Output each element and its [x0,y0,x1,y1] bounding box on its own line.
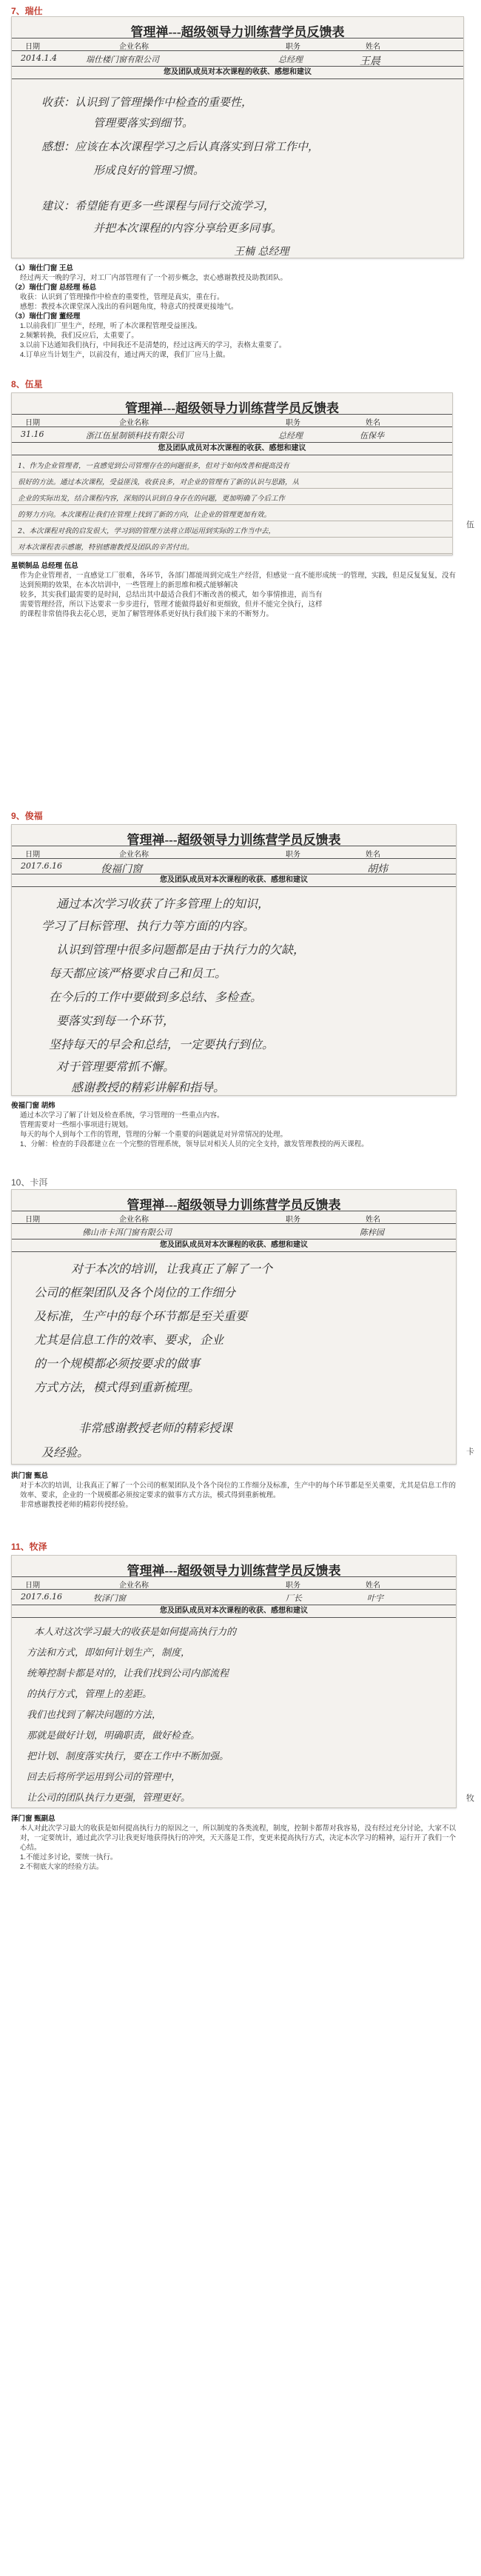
form-values-row [12,427,452,443]
handwritten-area [12,1252,456,1471]
hw-line: 学习了目标管理、执行力等方面的内容。 [41,919,255,933]
handwritten-area [12,887,456,1102]
hw-line: 方式方法，模式得到重新梳理。 [34,1380,201,1394]
header-position: 职务 [286,419,300,427]
hw-line: 感谢教授的精彩讲解和指导。 [71,1080,226,1094]
feedback-form-image [11,1555,457,1808]
hw-line: 坚持每天的早会和总结，一定要执行到位。 [49,1037,275,1051]
value-company: 瑞仕楼门窗有限公司 [86,55,159,64]
header-date: 日期 [25,43,40,51]
review-block [11,561,462,619]
value-date: 2017.6.16 [21,861,62,871]
value-position: 总经理 [278,55,303,64]
header-company: 企业名称 [119,1216,149,1224]
form-banner: 您及团队成员对本次课程的收获、感想和建议 [12,874,456,887]
value-date: 31.16 [21,429,44,439]
value-position: 总经理 [278,431,303,441]
review-line: 需要管理经营，所以下达要求一步步进行，管理才能做得最好和更细致，但并不能完全执行，这样 [20,600,323,609]
review-line: 管理需要对一些细小事项进行规划。 [20,1121,133,1129]
header-date: 日期 [25,419,40,427]
header-company: 企业名称 [119,419,149,427]
hw-line: 每天都应该严格要求自己和员工。 [49,966,227,980]
review-line: 1、分解：检查的手段都建立在一个完整的管理系统，领导层对相关人员的完全支持，激发管理教授的两天课程。 [20,1140,369,1148]
value-name: 叶宇 [367,1593,383,1603]
header-company: 企业名称 [119,1582,149,1590]
hw-line: 非常感谢教授老师的精彩授课 [78,1421,233,1435]
header-name: 姓名 [366,1216,380,1224]
review-line: 非常感谢教授老师的精彩传授经验。 [20,1501,133,1509]
reviewer-label: 泽门窗 甄副总 [11,1815,56,1823]
hw-line: 对于管理要常抓不懈。 [56,1060,175,1074]
header-position: 职务 [286,1216,300,1224]
hw-line: 通过本次学习收获了许多管理上的知识， [56,897,270,911]
review-line: 作为企业管理者，一直感觉工厂很难，各环节，各部门都能周到完成生产经营，但感觉一直不能形成统一的管理，实践，但是反复复复，没有达到预期的效果，在本次培训中，一些管理上的新思维和模式能够解决 [20,572,457,589]
header-date: 日期 [25,1582,40,1590]
hw-line: 把计划、制度落实执行，要在工作中不断加强。 [27,1751,229,1762]
header-date: 日期 [25,851,40,859]
hw-line: 对于本次的培训，让我真正了解了一个 [71,1262,273,1276]
header-name: 姓名 [366,1582,380,1590]
hw-line: 的执行方式，管理上的差距。 [27,1689,152,1700]
value-name: 胡炜 [367,863,388,875]
value-company: 俊福门窗 [101,863,142,875]
section-title: 11、牧泽 [11,1542,47,1552]
hw-line: 在今后的工作中要做到多总结、多检查。 [49,990,263,1004]
header-position: 职务 [286,43,300,51]
review-block [11,1101,462,1149]
review-line: 本人对此次学习最大的收获是如何提高执行力的原因之一，所以制度的各类流程，制度，控制卡都帮对我容易，没有经过充分讨论，大家不以对，一定要统计，通过此次学习让我更好地获得执行的冲突，天天落是工作，变更来提高执行方式，决定本次学习的精神，运行开了我们一个心结。 [20,1824,457,1852]
feedback-form-image [11,824,457,1096]
review-block [11,1471,462,1510]
review-line: 3.以前下达通知我们执行，中间我还不是清楚的，经过这两天的学习，表格太重要了。 [20,341,286,349]
hw-line: 建议：希望能有更多一些课程与同行交流学习， [41,199,275,213]
form-values-row [12,51,463,67]
form-title: 管理禅---超级领导力训练营学员反馈表 [130,25,345,39]
handwritten-area [12,79,463,264]
form-banner: 您及团队成员对本次课程的收获、感想和建议 [12,1605,456,1618]
form-values-row [12,1590,456,1605]
review-line: 1.不能过多讨论，要统一执行。 [20,1853,118,1861]
value-name: 王晨 [360,56,380,67]
hw-line: 让公司的团队执行力更强，管理更好。 [27,1793,191,1804]
hw-line: 回去后将所学运用到公司的管理中， [27,1772,181,1783]
value-date: 2017.6.16 [21,1592,62,1602]
feedback-form-image [11,1189,457,1465]
hw-line: 形成良好的管理习惯。 [93,164,205,177]
header-name: 姓名 [366,43,380,51]
value-date: 2014.1.4 [21,53,57,63]
form-banner: 您及团队成员对本次课程的收获、感想和建议 [12,443,452,455]
hw-line: 认识到管理中很多问题都是由于执行力的欠缺， [56,943,306,957]
hw-line: 企业的实际出发，结合课程内容，深刻的认识到自身存在的问题，更加明确了今后工作 [18,495,286,503]
section-title: 8、伍星 [11,379,43,389]
hw-line: 感想：应该在本次课程学习之后认真落实到日常工作中， [41,140,320,153]
hw-line: 1、作为企业管理者，一直感觉到公司管理存在的问题很多，但对于如何改善和提高没有 [18,462,290,470]
section-title: 10、卡洱 [11,1177,48,1188]
handwritten-area [12,1618,456,1814]
feedback-form-image [11,392,453,555]
reviewer-label: 星锁制品 总经理 伍总 [11,562,78,570]
feedback-form-image [11,16,464,258]
hw-line: 我们也找到了解决问题的方法， [27,1710,162,1721]
hw-line: 并把本次课程的内容分享给更多同事。 [93,221,283,235]
review-line: 4.订单应当计划生产，以前没有，通过两天的课，我们厂应马上做。 [20,351,230,359]
header-name: 姓名 [366,419,380,427]
review-line: 经过两天一晚的学习，对工厂内部管理有了一个初步概念，衷心感谢教授及助教团队。 [20,274,288,282]
header-position: 职务 [286,851,300,859]
hw-line: 的努力方向。本次课程让我们在管理上找到了新的方向，让企业的管理更加有效。 [18,511,272,519]
value-company: 佛山市卡洱门窗有限公司 [82,1228,172,1237]
hw-line: 及经验。 [41,1445,90,1459]
review-block [11,1814,462,1872]
hw-line: 统筹控制卡都是对的，让我们找到公司内部流程 [27,1668,229,1679]
form-title: 管理禅---超级领导力训练营学员反馈表 [125,401,339,415]
value-company: 牧泽门窗 [93,1593,126,1603]
review-line: 每天的每个人到每个工作的管理，管理的分解一个重要的问题就是对异常情况的处理。 [20,1131,288,1139]
value-company: 浙江伍星制锁科技有限公司 [86,431,184,441]
edge-char: 牧 [466,1794,474,1803]
hw-line: 方法和方式，即如何计划生产，制度， [27,1647,191,1659]
hw-line: 王楠 总经理 [234,246,289,258]
hw-line: 那就是做好计划，明确职责，做好检查。 [27,1730,201,1742]
form-header-row [12,1211,456,1224]
reviewer-label: （1）瑞仕门窗 王总 [11,264,73,272]
header-company: 企业名称 [119,851,149,859]
hw-line: 收获：认识到了管理操作中检查的重要性， [41,96,253,109]
review-line: 2.不彻底大家的经验方法。 [20,1863,104,1871]
review-line: 感想：教授本次课堂深入浅出的看问题角度，特意式的授课更接地气。 [20,303,238,311]
form-header-row [12,846,456,859]
reviewer-label: 俊福门窗 胡炜 [11,1102,56,1110]
review-block [11,264,462,360]
review-line: 对于本次的培训，让我真正了解了一个公司的框架团队及个各个岗位的工作细分及标准，生产中的每个环节都是至关重要，尤其是信息工作的效率、要求，企业的一个规模都必须按定要求的做事方式方法，模式得到重新梳理。 [20,1482,457,1499]
form-header-row [12,414,452,427]
header-date: 日期 [25,1216,40,1224]
hw-line: 很好的方法。通过本次课程，受益匪浅，收获良多，对企业的管理有了新的认识与思路，从 [18,478,300,486]
form-title: 管理禅---超级领导力训练营学员反馈表 [127,1198,341,1212]
handwritten-area [12,455,452,563]
hw-line: 尤其是信息工作的效率、要求，企业 [34,1333,224,1347]
hw-line: 要落实到每一个环节， [56,1014,175,1028]
section-title: 7、瑞仕 [11,6,43,16]
value-name: 陈梓园 [360,1228,384,1237]
hw-line: 及标准，生产中的每个环节都是至关重要 [34,1309,248,1323]
review-line: 收获：认识到了管理操作中检查的重要性，管理是真实，重在行。 [20,293,224,301]
reviewer-label: （3）瑞仕门窗 董经理 [11,312,81,321]
hw-line: 的一个规模都必须按要求的做事 [34,1356,201,1371]
header-name: 姓名 [366,851,380,859]
form-values-row [12,859,456,874]
hw-line: 公司的框架团队及各个岗位的工作细分 [34,1285,236,1299]
edge-char: 卡 [466,1448,474,1456]
hw-line: 管理要落实到细节。 [93,116,194,130]
hw-line: 本人对这次学习最大的收获是如何提高执行力的 [34,1627,237,1638]
form-banner: 您及团队成员对本次课程的收获、感想和建议 [12,1240,456,1252]
review-line: 1.以前我们厂里生产，经理，听了本次课程管理受益匪浅。 [20,322,202,330]
value-name: 伍保华 [360,431,384,441]
form-title: 管理禅---超级领导力训练营学员反馈表 [127,833,341,847]
form-header-row [12,1576,456,1590]
value-position: 厂长 [286,1593,302,1603]
review-line: 的课程非常值得我去花心思，更加了解管理体系更好执行我们接下来的不断努力。 [20,610,274,618]
form-header-row [12,38,463,51]
hw-line: 对本次课程表示感谢，特别感谢教授及团队的辛苦付出。 [18,543,194,552]
header-position: 职务 [286,1582,300,1590]
hw-line: 2、本次课程对我的启发很大，学习到的管理方法将立即运用到实际的工作当中去， [18,527,276,535]
review-line: 通过本次学习了解了计划及检查系统，学习管理的一些重点内容。 [20,1111,224,1120]
review-line: 2.频繁转换，我们反应后，太重要了。 [20,332,138,340]
edge-char: 伍 [466,521,474,529]
reviewer-label: 洪门窗 甄总 [11,1472,49,1480]
header-company: 企业名称 [119,43,149,51]
form-title: 管理禅---超级领导力训练营学员反馈表 [127,1564,341,1578]
form-values-row [12,1224,456,1240]
section-title: 9、俊福 [11,811,43,821]
form-banner: 您及团队成员对本次课程的收获、感想和建议 [12,67,463,79]
reviewer-label: （2）瑞仕门窗 总经理 杨总 [11,284,97,292]
review-line: 较多，其实我们最需要的是时间，总结出其中最适合我们不断改善的模式，如今事情推进，而当有 [20,591,323,599]
